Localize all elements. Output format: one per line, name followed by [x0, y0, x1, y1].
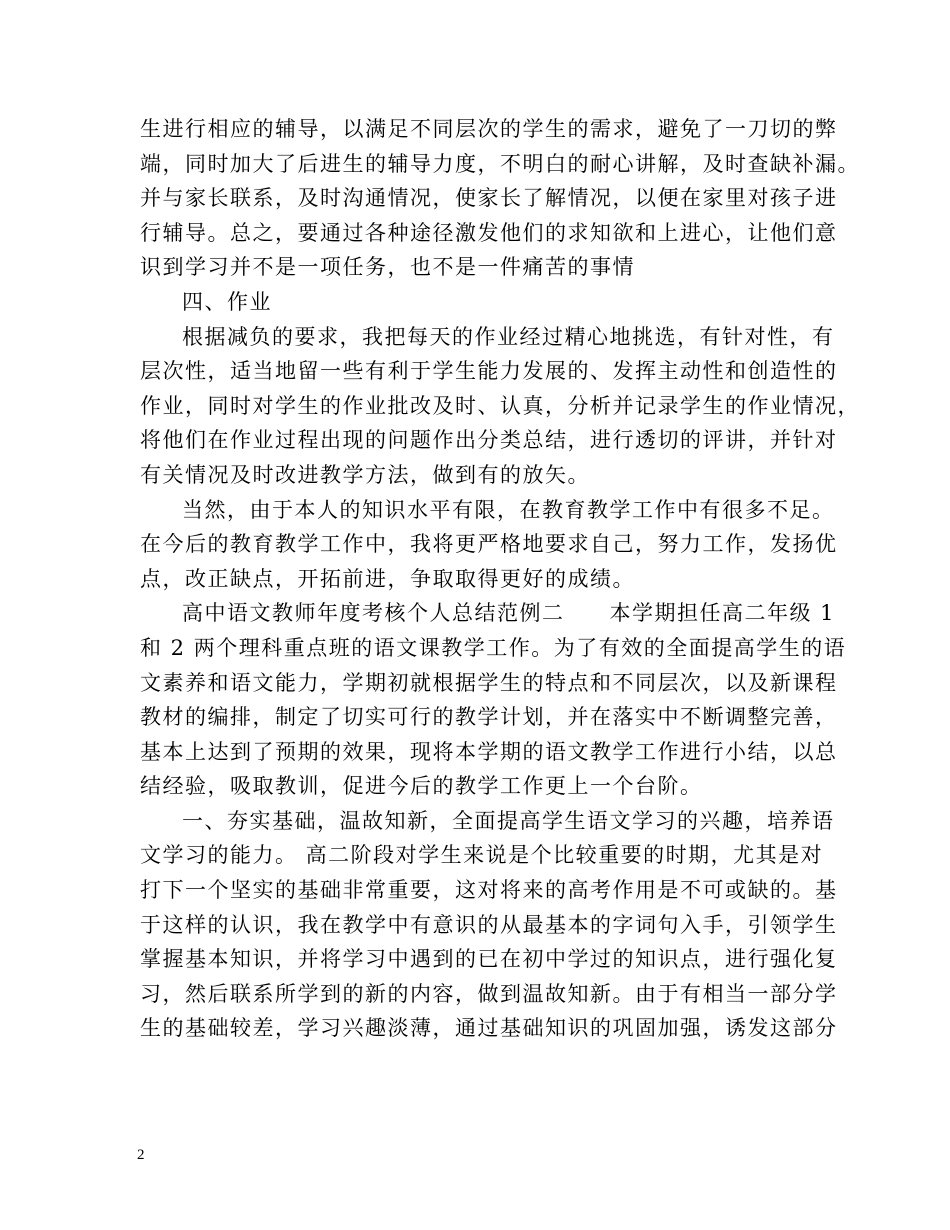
text-line: 一、夯实基础，温故知新，全面提高学生语文学习的兴趣，培养语 — [182, 808, 835, 833]
text-line: 根据减负的要求，我把每天的作业经过精心地挑选，有针对性，有 — [182, 324, 835, 349]
text-line: 文素养和语文能力，学期初就根据学生的特点和不同层次，以及新课程 — [140, 670, 838, 695]
text-line: 端，同时加大了后进生的辅导力度，不明白的耐心讲解，及时查缺补漏。 — [140, 151, 860, 176]
text-line: 有关情况及时改进教学方法，做到有的放矢。 — [140, 462, 590, 487]
text-line: 当然，由于本人的知识水平有限，在教育教学工作中有很多不足。 — [182, 497, 835, 522]
text-line: 高中语文教师年度考核个人总结范例二 本学期担任高二年级 1 — [182, 601, 836, 626]
text-line: 和 2 两个理科重点班的语文课教学工作。为了有效的全面提高学生的语 — [140, 635, 847, 660]
text-line: 习，然后联系所学到的新的内容，做到温故知新。由于有相当一部分学 — [140, 981, 838, 1006]
text-line: 生进行相应的辅导，以满足不同层次的学生的需求，避免了一刀切的弊 — [140, 117, 838, 141]
text-line: 行辅导。总之，要通过各种途径激发他们的求知欲和上进心，让他们意 — [140, 220, 838, 245]
text-line: 层次性，适当地留一些有利于学生能力发展的、发挥主动性和创造性的 — [140, 359, 838, 384]
text-line: 在今后的教育教学工作中，我将更严格地要求自己，努力工作，发扬优 — [140, 532, 838, 557]
text-line: 掌握基本知识，并将学习中遇到的已在初中学过的知识点，进行强化复 — [140, 947, 838, 972]
document-body — [140, 112, 860, 1046]
text-line: 文学习的能力。 高二阶段对学生来说是个比较重要的时期，尤其是对 — [140, 843, 824, 868]
section-heading-homework: 四、作业 — [182, 289, 272, 314]
text-line: 生的基础较差，学习兴趣淡薄，通过基础知识的巩固加强，诱发这部分 — [140, 1016, 838, 1041]
text-line: 于这样的认识，我在教学中有意识的从最基本的字词句入手，引领学生 — [140, 912, 838, 937]
text-line: 基本上达到了预期的效果，现将本学期的语文教学工作进行小结，以总 — [140, 739, 838, 764]
text-line: 将他们在作业过程出现的问题作出分类总结，进行透切的评讲，并针对 — [140, 428, 838, 453]
text-line: 点，改正缺点，开拓前进，争取取得更好的成绩。 — [140, 566, 635, 591]
text-line: 识到学习并不是一项任务，也不是一件痛苦的事情 — [140, 255, 635, 280]
text-line: 作业，同时对学生的作业批改及时、认真，分析并记录学生的作业情况， — [140, 393, 860, 418]
text-line: 教材的编排，制定了切实可行的教学计划，并在落实中不断调整完善， — [140, 705, 838, 730]
text-line: 结经验，吸取教训，促进今后的教学工作更上一个台阶。 — [140, 774, 703, 799]
text-line: 打下一个坚实的基础非常重要，这对将来的高考作用是不可或缺的。基 — [140, 878, 838, 903]
page-number: 2 — [137, 1147, 145, 1163]
text-line: 并与家长联系，及时沟通情况，使家长了解情况，以便在家里对孩子进 — [140, 186, 838, 211]
